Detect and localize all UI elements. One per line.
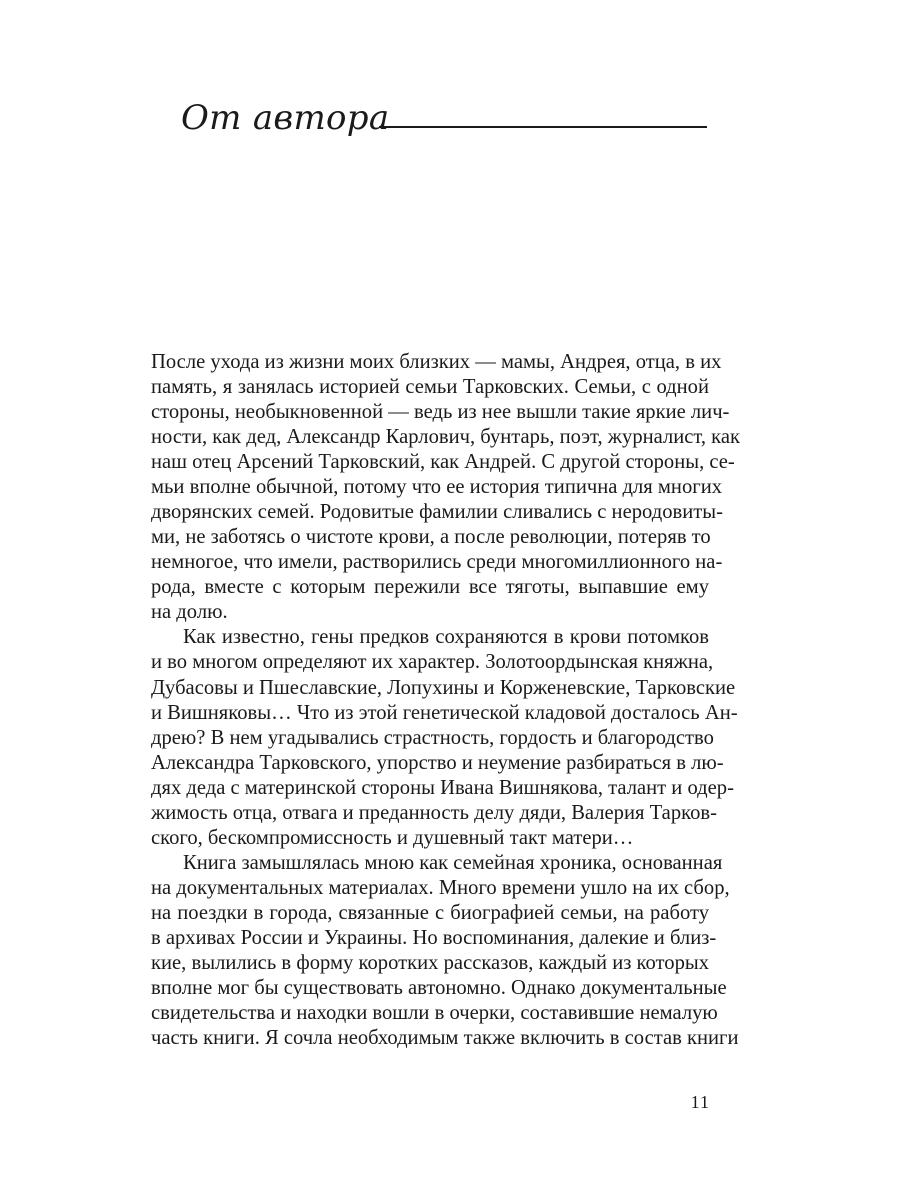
text-line: дворянских семей. Родовитые фамилии сливались с неродовиты-: [151, 501, 723, 524]
text-line: кие, вылились в форму коротких рассказов, каждый из которых: [151, 951, 709, 974]
text-line: Дубасовы и Пшеславские, Лопухины и Корженевские, Тарковские: [151, 676, 736, 699]
text-line: память, я занялась историей семьи Тарковских. Семьи, с одной: [151, 376, 709, 398]
text-line: дрею? В нем угадывались страстность, гордость и благородство: [151, 726, 714, 749]
text-line: стороны, необыкновенной — ведь из нее вышли такие яркие лич-: [151, 401, 730, 424]
text-line: свидетельства и находки вошли в очерки, составившие немалую: [151, 1002, 718, 1024]
title-rule: [379, 126, 707, 128]
text-line: Александра Тарковского, упорство и неумение разбираться в лю-: [151, 751, 724, 774]
page-number: 11: [690, 1092, 710, 1112]
text-line: рода, вместе с которым пережили все тяготы, выпавшие ему: [151, 576, 709, 599]
text-line: немногое, что имели, растворились среди многомиллионного на-: [151, 551, 723, 574]
text-line: на поездки в города, связанные с биографией семьи, на работу: [151, 901, 709, 924]
text-line: на долю.: [151, 601, 228, 624]
text-line: жимость отца, отвага и преданность делу дяди, Валерия Тарков-: [151, 801, 717, 824]
chapter-heading: [181, 96, 711, 144]
text-line: ности, как дед, Александр Карлович, бунтарь, поэт, журналист, как: [151, 426, 740, 449]
text-line: на документальных материалах. Много времени ушло на их сбор,: [151, 876, 730, 899]
text-line: ского, бескомпромиссность и душевный такт матери…: [151, 826, 634, 849]
text-line: часть книги. Я сочла необходимым также включить в состав книги: [151, 1027, 739, 1049]
text-line: в архивах России и Украины. Но воспоминания, далекие и близ-: [151, 926, 717, 949]
text-line: Как известно, гены предков сохраняются в крови потомков: [183, 626, 709, 649]
text-line: После ухода из жизни моих близких — мамы, Андрея, отца, в их: [151, 351, 722, 373]
chapter-title: От автора: [181, 98, 390, 138]
text-line: мьи вполне обычной, потому что ее история типична для многих: [151, 476, 723, 499]
text-line: Книга замышлялась мною как семейная хроника, основанная: [183, 851, 723, 874]
text-line: вполне мог бы существовать автономно. Однако документальные: [151, 976, 727, 999]
text-line: и Вишняковы… Что из этой генетической кладовой досталось Ан-: [151, 701, 738, 724]
text-line: ми, не заботясь о чистоте крови, а после революции, потеряв то: [151, 526, 711, 549]
text-line: дях деда с материнской стороны Ивана Вишнякова, талант и одер-: [151, 776, 734, 799]
text-line: наш отец Арсений Тарковский, как Андрей. С другой стороны, се-: [151, 451, 735, 474]
text-line: и во многом определяют их характер. Золотоордынская княжна,: [151, 651, 714, 674]
